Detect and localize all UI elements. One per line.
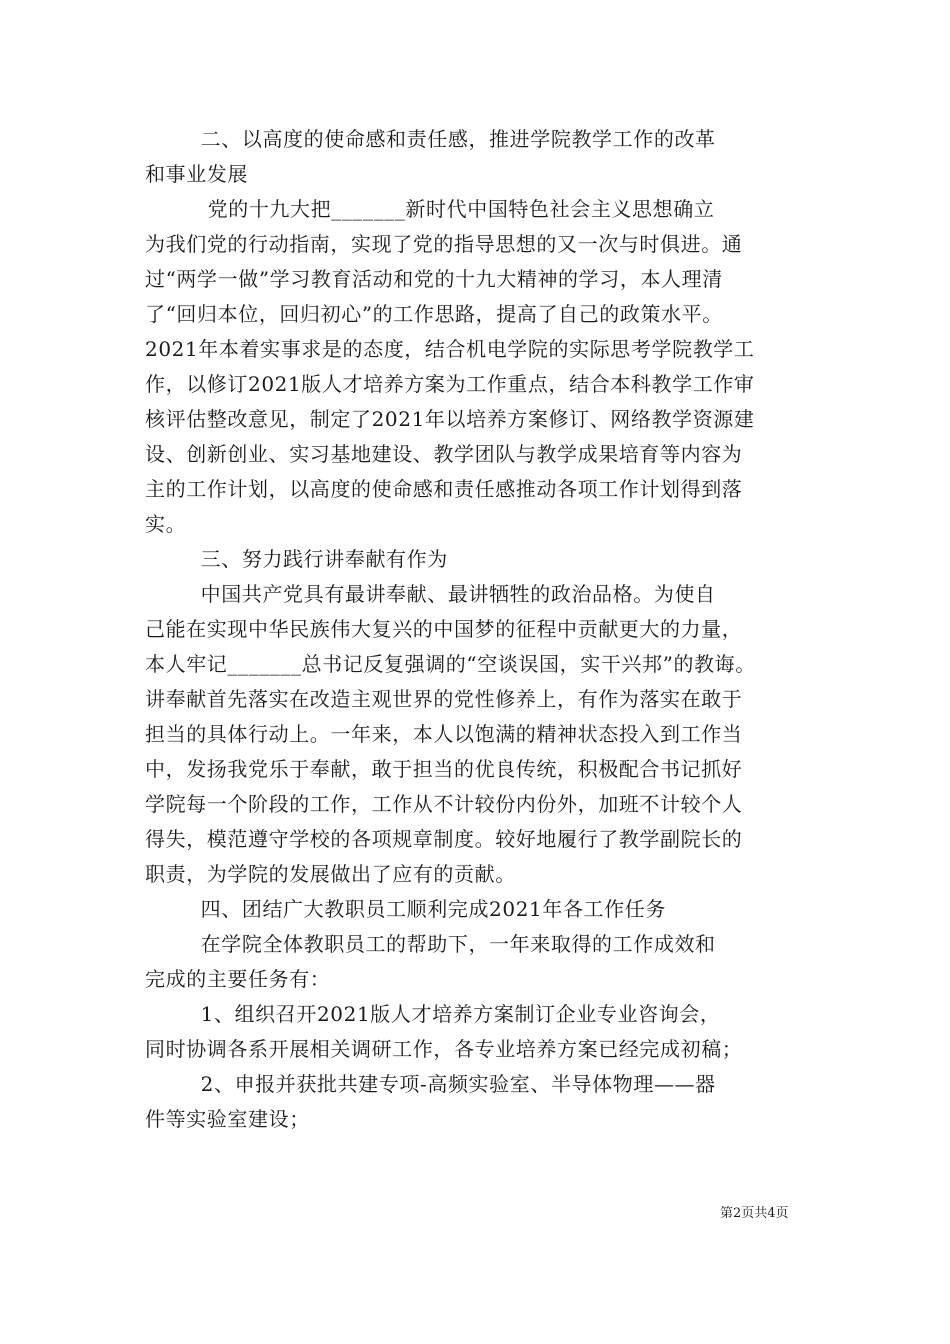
paragraph-line: 主的工作计划，以高度的使命感和责任感推动各项工作计划得到落 <box>145 477 743 501</box>
heading-section-3: 三、努力践行讲奉献有作为 <box>145 547 448 571</box>
page-number-footer: 第2页共4页 <box>720 1206 789 1221</box>
paragraph-line: 讲奉献首先落实在改造主观世界的党性修养上，有作为落实在敢于 <box>145 687 743 711</box>
paragraph-line: 己能在实现中华民族伟大复兴的中国梦的征程中贡献更大的力量， <box>145 617 743 641</box>
paragraph-line: 完成的主要任务有： <box>145 967 331 991</box>
paragraph-line: 实。 <box>145 512 187 536</box>
paragraph-line: 设、创新创业、实习基地建设、教学团队与教学成果培育等内容为 <box>145 442 743 466</box>
paragraph-line: 中，发扬我党乐于奉献，敢于担当的优良传统，积极配合书记抓好 <box>145 757 743 781</box>
paragraph-line: 学院每一个阶段的工作，工作从不计较份内份外，加班不计较个人 <box>145 792 743 816</box>
list-item-2-line-2: 件等实验室建设； <box>145 1107 310 1131</box>
paragraph-line: 在学院全体教职员工的帮助下，一年来取得的工作成效和 <box>145 932 716 956</box>
heading-section-4: 四、团结广大教职员工顺利完成2021年各工作任务 <box>145 897 666 921</box>
heading-section-2-line-1: 二、以高度的使命感和责任感，推进学院教学工作的改革 <box>145 127 716 151</box>
list-item-1-line-1: 1、组织召开2021版人才培养方案制订企业专业咨询会， <box>145 1002 721 1026</box>
paragraph-line: 2021年本着实事求是的态度，结合机电学院的实际思考学院教学工 <box>145 337 755 361</box>
paragraph-line: 担当的具体行动上。一年来，本人以饱满的精神状态投入到工作当 <box>145 722 743 746</box>
paragraph-line: 了“回归本位，回归初心”的工作思路，提高了自己的政策水平。 <box>145 302 723 326</box>
heading-section-2-line-2: 和事业发展 <box>145 162 248 186</box>
paragraph-line: 本人牢记_______总书记反复强调的“空谈误国，实干兴邦”的教诲。 <box>145 652 756 676</box>
paragraph-line: 为我们党的行动指南，实现了党的指导思想的又一次与时俱进。通 <box>145 232 743 256</box>
paragraph-line: 作，以修订2021版人才培养方案为工作重点，结合本科教学工作审 <box>145 372 755 396</box>
paragraph-line: 中国共产党具有最讲奉献、最讲牺牲的政治品格。为使自 <box>145 582 716 606</box>
paragraph-line: 党的十九大把_______新时代中国特色社会主义思想确立 <box>145 197 715 221</box>
paragraph-line: 职责，为学院的发展做出了应有的贡献。 <box>145 862 516 886</box>
list-item-1-line-2: 同时协调各系开展相关调研工作，各专业培养方案已经完成初稿； <box>145 1037 743 1061</box>
paragraph-line: 过“两学一做”学习教育活动和党的十九大精神的学习，本人理清 <box>145 267 723 291</box>
paragraph-line: 得失，模范遵守学校的各项规章制度。较好地履行了教学副院长的 <box>145 827 743 851</box>
paragraph-line: 核评估整改意见，制定了2021年以培养方案修订、网络教学资源建 <box>145 407 755 431</box>
list-item-2-line-1: 2、申报并获批共建专项-高频实验室、半导体物理——器 <box>145 1072 716 1096</box>
